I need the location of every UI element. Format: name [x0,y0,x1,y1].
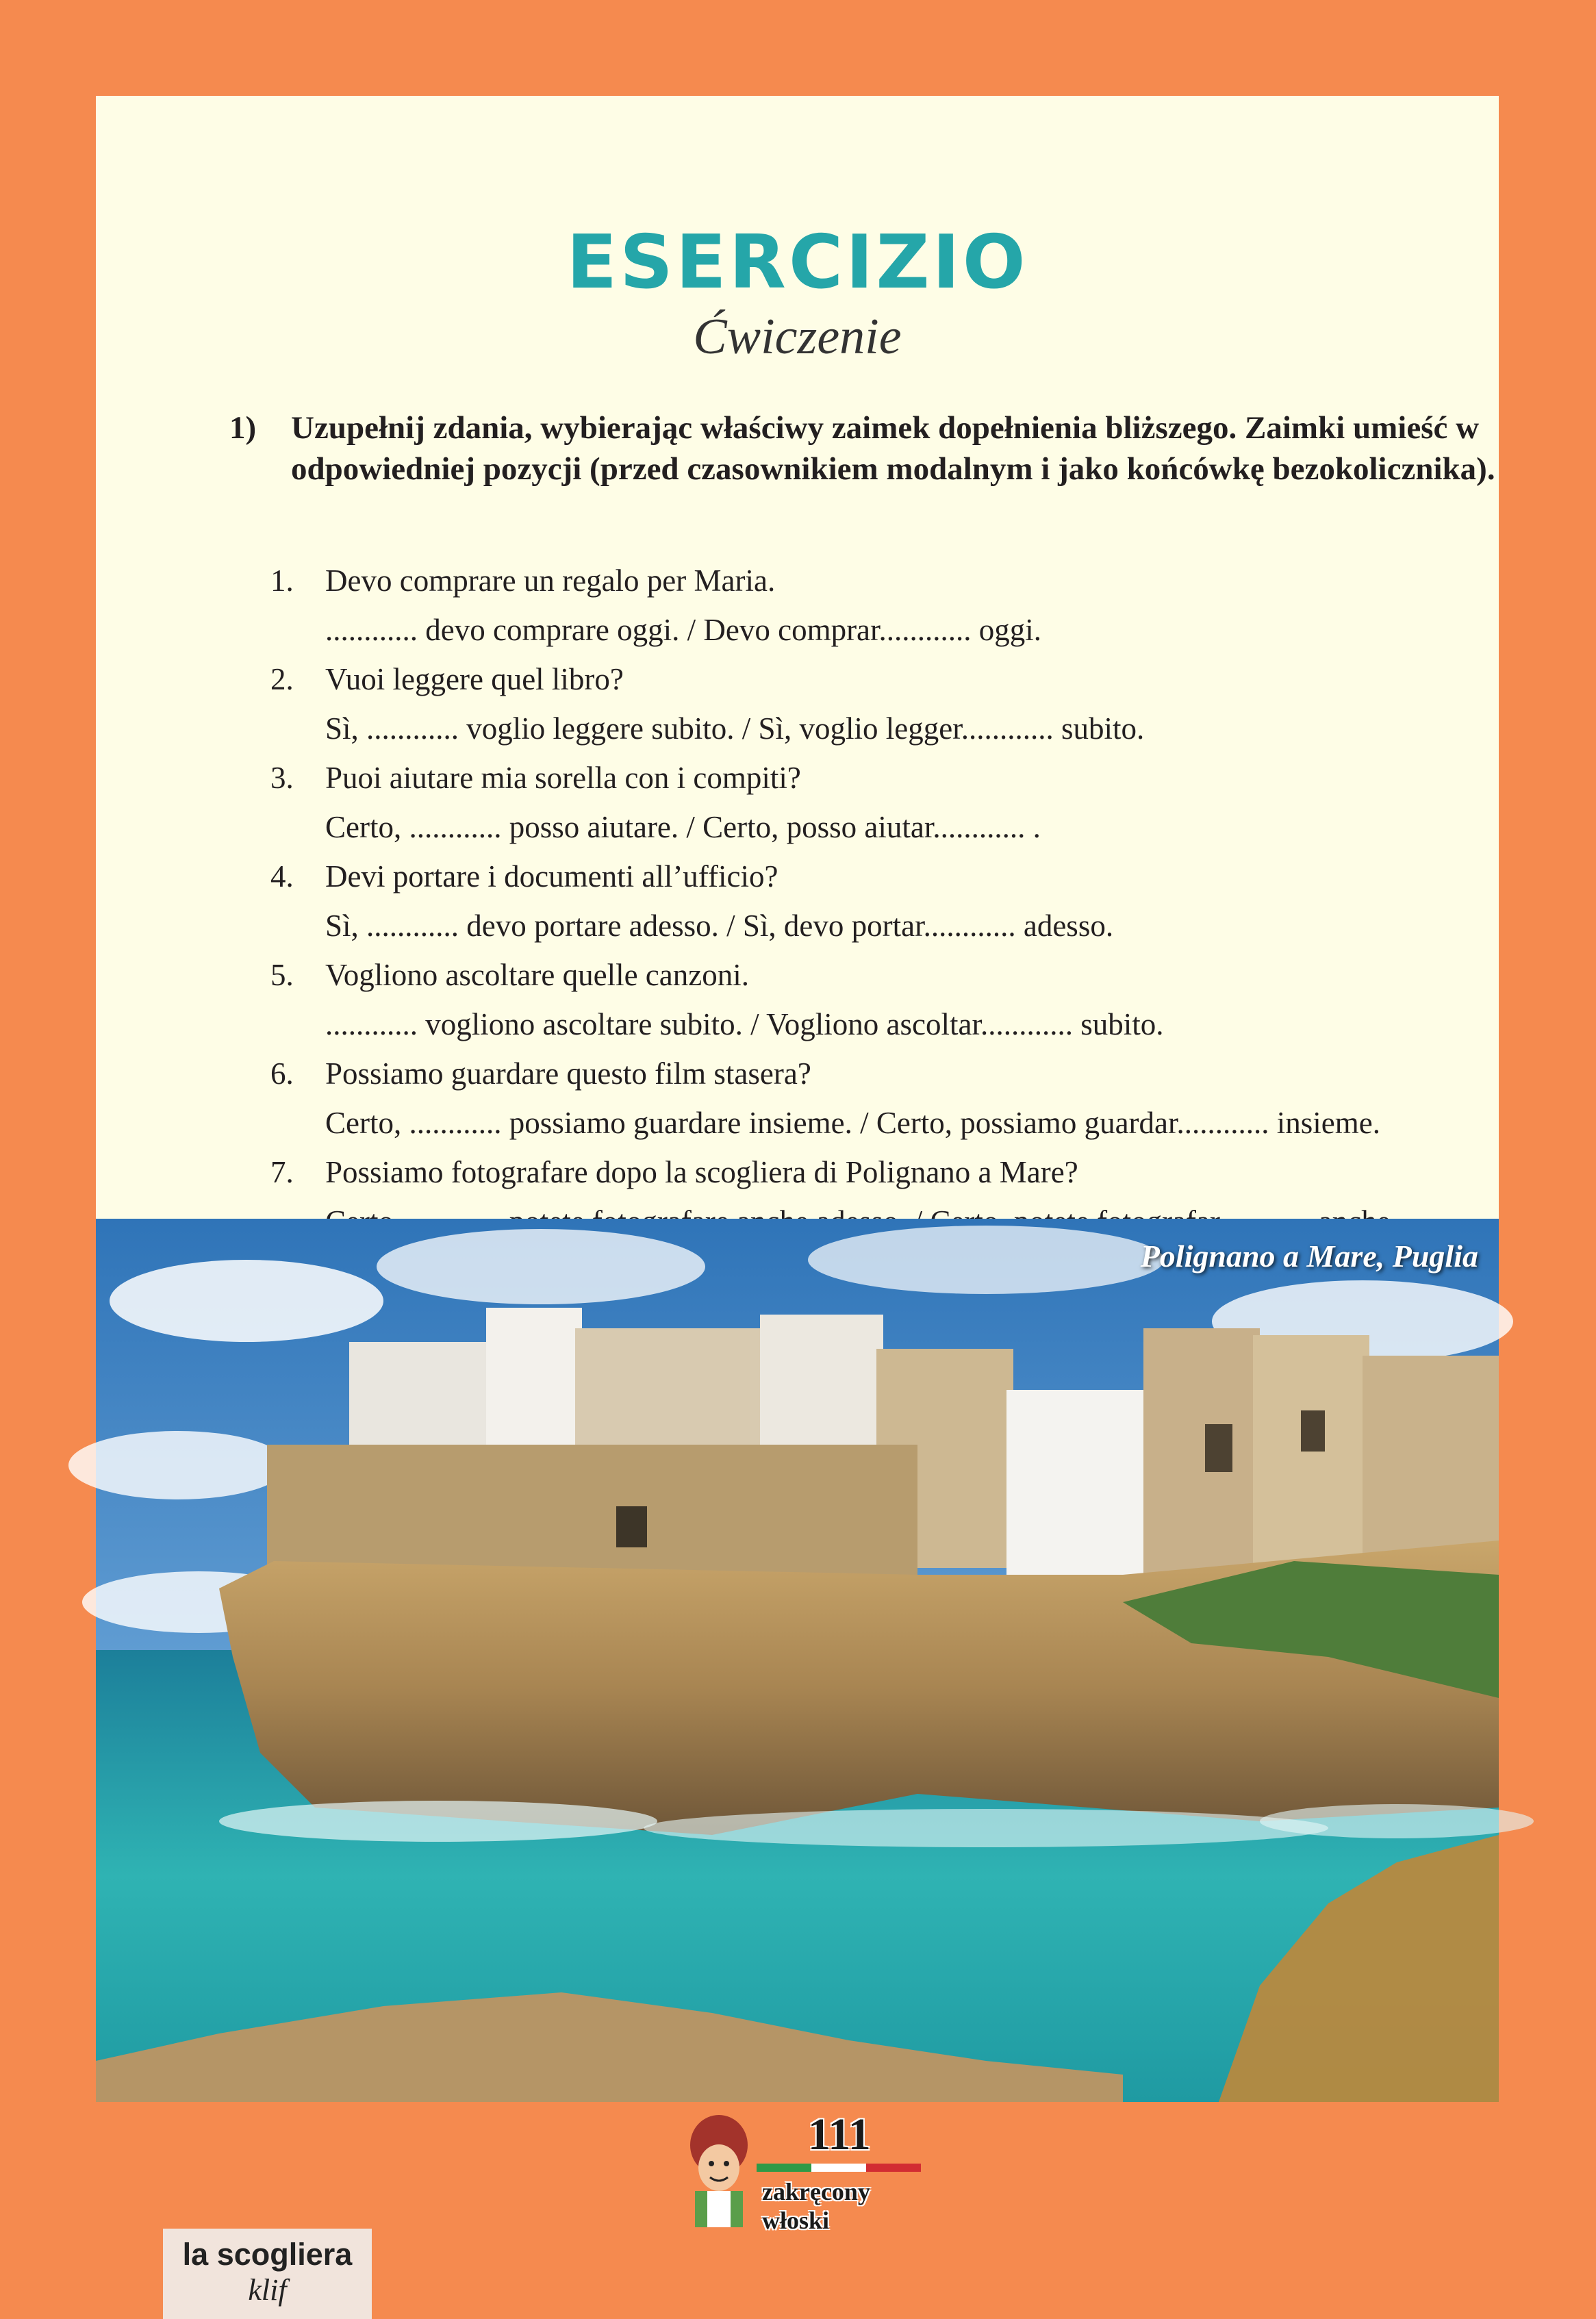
exercise-item [270,950,1558,1049]
item-question: Devi portare i documenti all’ufficio? [325,859,778,894]
vocab-translation: klif [248,2273,287,2307]
exercise-panel [96,96,1499,1219]
exercise-item [270,1049,1558,1148]
item-question: Puoi aiutare mia sorella con i compiti? [325,761,801,795]
exercise-item [270,655,1558,753]
item-number: 2. [270,662,294,696]
page-title: ESERCIZIO [566,220,1028,305]
item-answer: Sì, ............ voglio leggere subito. / Sì, voglio legger............ subito. [325,711,1145,746]
task-number: 1) [229,410,257,446]
cliff-town-illustration [96,1219,1499,2102]
exercise-item [270,556,1558,655]
item-question: Possiamo fotografare dopo la scogliera di Polignano a Mare? [325,1155,1078,1189]
vocab-word: la scogliera [182,2237,353,2272]
item-number: 6. [270,1056,294,1091]
exercise-list [270,556,1558,1295]
item-number: 7. [270,1155,294,1189]
item-answer: Sì, ............ devo portare adesso. / Sì, devo portar............ adesso. [325,909,1114,943]
exercise-item [270,753,1558,852]
item-number: 1. [270,563,294,598]
page-subtitle: Ćwiczenie [693,309,902,365]
item-answer: Certo, ............ possiamo guardare insieme. / Certo, possiamo guardar............ insieme. [325,1106,1380,1140]
item-number: 4. [270,859,294,894]
task-text: Uzupełnij zdania, wybierając właściwy zaimek dopełnienia bliższego. Zaimki umieść w odpowiedniej pozycji (przed czasownikiem modalnym i jako końcówkę bezokolicznika). [291,410,1495,487]
brand-name: zakręcony włoski [762,2178,870,2234]
photo-caption: Polignano a Mare, Puglia [1140,1239,1478,1273]
exercise-item [270,852,1558,950]
item-question: Possiamo guardare questo film stasera? [325,1056,811,1091]
page-number: 111 [808,2109,871,2159]
item-question: Vuoi leggere quel libro? [325,662,624,696]
item-number: 3. [270,761,294,795]
vocabulary-label [163,2229,372,2319]
item-answer: Certo, ............ posso aiutare. / Certo, posso aiutar............ . [325,810,1041,844]
item-question: Devo comprare un regalo per Maria. [325,563,776,598]
item-answer: ............ devo comprare oggi. / Devo comprar............ oggi. [325,613,1042,647]
item-number: 5. [270,958,294,992]
mascot-icon [681,2107,757,2227]
item-answer: ............ vogliono ascoltare subito. / Vogliono ascoltar............ subito. [325,1007,1164,1041]
italian-flag-icon [757,2164,921,2172]
item-question: Vogliono ascoltare quelle canzoni. [325,958,749,992]
page-footer [681,2107,941,2234]
